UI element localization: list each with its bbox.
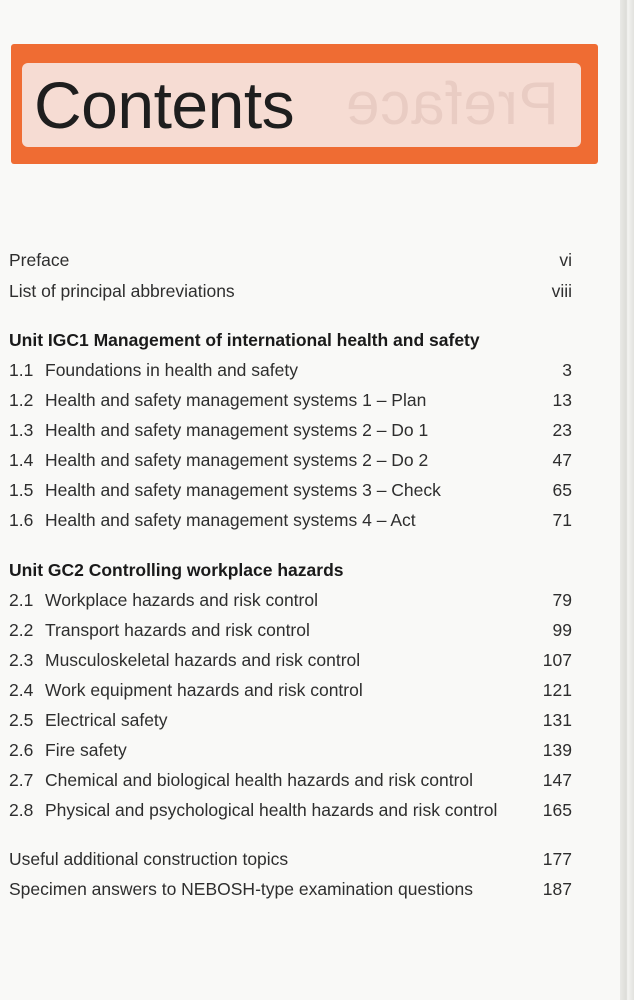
toc-entry-2-5[interactable]: [9, 707, 572, 733]
unit-heading-igc1: Unit IGC1 Management of international health and safety: [9, 330, 480, 350]
toc-entry-2-1[interactable]: [9, 587, 572, 613]
toc-entry-label: List of principal abbreviations: [9, 281, 235, 301]
background-word: Preface: [345, 70, 559, 137]
toc-entry-1-4[interactable]: [9, 447, 572, 473]
toc-entry-label: Foundations in health and safety: [45, 360, 298, 380]
toc-entry-preface[interactable]: [9, 247, 572, 273]
toc-entry-page: 71: [552, 510, 572, 530]
toc-entry-label: Workplace hazards and risk control: [45, 590, 318, 610]
toc-entry-page: 187: [542, 879, 572, 899]
toc-entry-label: Work equipment hazards and risk control: [45, 680, 363, 700]
toc-entry-label: Health and safety management systems 3 – Check: [45, 480, 441, 500]
page-title: Contents: [34, 68, 295, 142]
toc-entry-page: 131: [542, 710, 572, 730]
toc-entry-label: Fire safety: [45, 740, 127, 760]
toc-entry-page: vi: [559, 250, 572, 270]
toc-entry-label: Transport hazards and risk control: [45, 620, 310, 640]
toc-entry-page: 3: [562, 360, 572, 380]
toc-entry-label: Physical and psychological health hazards and risk control: [45, 800, 498, 820]
toc-entry-page: 79: [552, 590, 572, 610]
toc-entry-page: 121: [542, 680, 572, 700]
toc-entry-number: 2.4: [9, 680, 34, 700]
toc-entry-label: Specimen answers to NEBOSH-type examination questions: [9, 879, 473, 899]
toc-entry-number: 2.5: [9, 710, 34, 730]
header-panel: [22, 63, 581, 147]
toc-entry-specimen-answers[interactable]: [9, 876, 572, 902]
toc-entry-label: Musculoskeletal hazards and risk control: [45, 650, 361, 670]
toc-entry-2-6[interactable]: [9, 737, 572, 763]
toc-entry-page: 23: [552, 420, 572, 440]
toc-entry-number: 2.8: [9, 800, 34, 820]
toc-entry-page: 165: [542, 800, 572, 820]
toc-entry-number: 2.6: [9, 740, 34, 760]
toc-entry-label: Health and safety management systems 4 – Act: [45, 510, 416, 530]
toc-entry-number: 1.4: [9, 450, 34, 470]
toc-entry-page: 47: [552, 450, 572, 470]
toc-entry-label: Health and safety management systems 2 – Do 1: [45, 420, 429, 440]
toc-entry-label: Preface: [9, 250, 70, 270]
page-edge: [620, 0, 634, 1000]
toc-entry-page: viii: [551, 281, 572, 301]
toc-entry-page: 147: [542, 770, 572, 790]
toc-entry-label: Useful additional construction topics: [9, 849, 289, 869]
toc-entry-label: Health and safety management systems 2 – Do 2: [45, 450, 429, 470]
toc-entry-1-3[interactable]: [9, 417, 572, 443]
toc-entry-number: 1.6: [9, 510, 34, 530]
toc-entry-1-6[interactable]: [9, 507, 572, 533]
toc-entry-construction-topics[interactable]: [9, 846, 572, 872]
toc-entry-1-5[interactable]: [9, 477, 572, 503]
toc-entry-page: 177: [542, 849, 572, 869]
toc-entry-label: Health and safety management systems 1 – Plan: [45, 390, 427, 410]
toc-entry-2-3[interactable]: [9, 647, 572, 673]
toc-entry-number: 2.1: [9, 590, 34, 610]
toc-entry-number: 2.3: [9, 650, 34, 670]
toc-entry-1-1[interactable]: [9, 357, 572, 383]
toc-entry-2-4[interactable]: [9, 677, 572, 703]
toc-entry-2-2[interactable]: [9, 617, 572, 643]
unit-heading-gc2: Unit GC2 Controlling workplace hazards: [9, 560, 344, 580]
toc-entry-page: 65: [552, 480, 572, 500]
toc-entry-page: 99: [552, 620, 572, 640]
toc-entry-abbreviations[interactable]: [9, 278, 572, 304]
toc-entry-label: Chemical and biological health hazards and risk control: [45, 770, 474, 790]
toc-entry-label: Electrical safety: [45, 710, 168, 730]
toc-entry-page: 13: [552, 390, 572, 410]
toc-entry-page: 139: [542, 740, 572, 760]
toc-entry-page: 107: [542, 650, 572, 670]
toc-entry-number: 1.2: [9, 390, 34, 410]
toc-entry-number: 2.2: [9, 620, 34, 640]
toc-entry-2-8[interactable]: [9, 797, 572, 823]
toc-entry-number: 1.3: [9, 420, 34, 440]
toc-entry-1-2[interactable]: [9, 387, 572, 413]
toc-entry-number: 2.7: [9, 770, 34, 790]
toc-entry-number: 1.5: [9, 480, 34, 500]
toc-entry-number: 1.1: [9, 360, 34, 380]
toc-entry-2-7[interactable]: [9, 767, 572, 793]
